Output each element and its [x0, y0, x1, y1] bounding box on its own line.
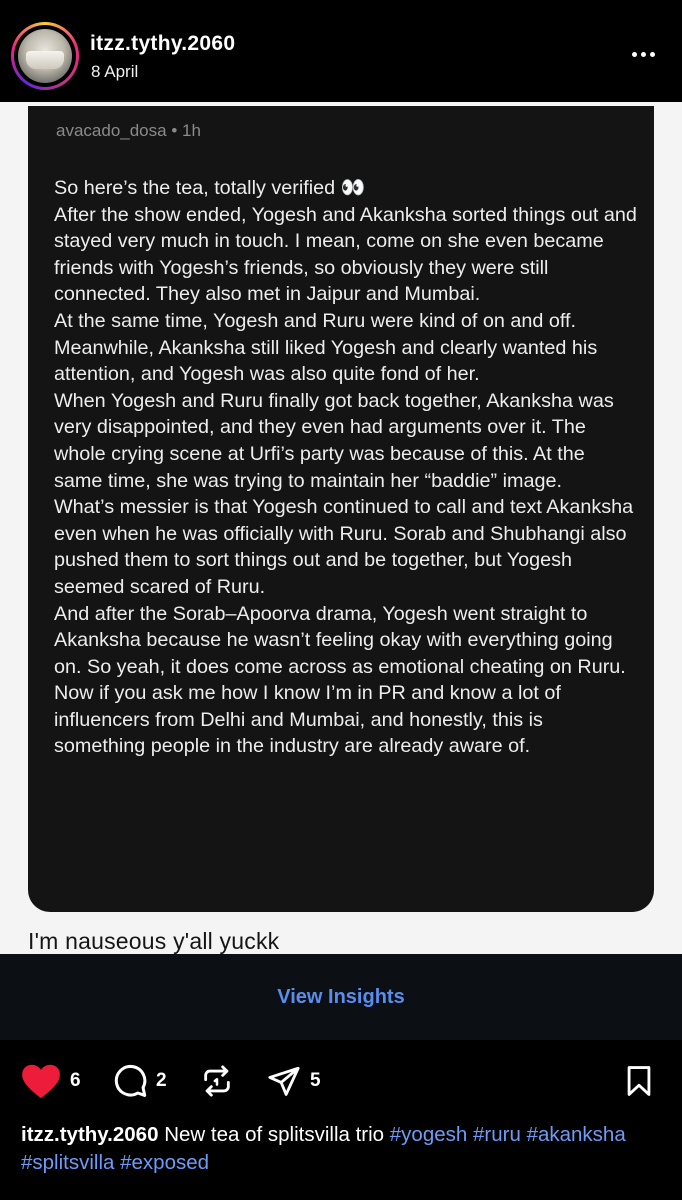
action-bar: [0, 1040, 682, 1120]
story-ring[interactable]: [11, 22, 79, 90]
share-count: 5: [310, 1070, 321, 1091]
screenshot-comment-card: [28, 106, 654, 912]
comment-icon: [112, 1063, 148, 1099]
repost-icon: [200, 1064, 234, 1098]
like-button[interactable]: [20, 1064, 81, 1098]
heart-icon: [20, 1063, 62, 1099]
username[interactable]: itzz.tythy.2060: [90, 32, 236, 55]
bookmark-icon: [622, 1064, 656, 1098]
post-header: [0, 0, 682, 102]
hashtag-akanksha[interactable]: #akanksha: [526, 1123, 626, 1146]
hashtag-exposed[interactable]: #exposed: [120, 1151, 210, 1174]
post-date: 8 April: [91, 62, 139, 81]
comment-meta: avacado_dosa • 1h: [56, 121, 201, 140]
hashtag-yogesh[interactable]: #yogesh: [389, 1123, 468, 1146]
caption-username[interactable]: itzz.tythy.2060: [21, 1123, 159, 1146]
insights-bar: [0, 954, 682, 1040]
hashtag-ruru[interactable]: #ruru: [473, 1123, 521, 1146]
avatar[interactable]: [18, 29, 72, 83]
post-caption: [21, 1121, 661, 1177]
comment-count: 2: [156, 1070, 167, 1091]
save-button[interactable]: [622, 1064, 656, 1098]
like-count: 6: [70, 1070, 81, 1091]
comment-button[interactable]: [112, 1064, 167, 1098]
share-button[interactable]: [266, 1064, 321, 1098]
send-icon: [266, 1064, 302, 1098]
repost-button[interactable]: [200, 1064, 234, 1098]
comment-body: So here’s the tea, totally verified 👀 After the show ended, Yogesh and Akanksha sorted things out and stayed very much in touch. I mean, come on she even became friends with Yogesh’s friends, so obviously they were still connected. They also met in Jaipur and Mumbai. At the same time, Yogesh and Ruru were kind of on and off. Meanwhile, Akanksha still liked Yogesh and clearly wanted his attention, and Yogesh was also quite fond of her. When Yogesh and Ruru finally got back together, Akanksha was very disappointed, and they even had arguments over it. The whole crying scene at Urfi’s party was because of this. At the same time, she was trying to maintain her “baddie” image. What’s messier is that Yogesh continued to call and text Akanksha even when he was officially with Ruru. Sorab and Shubhangi also pushed them to sort things out and be together, but Yogesh seemed scared of Ruru. And after the Sorab–Apoorva drama, Yogesh went straight to Akanksha because he wasn’t feeling okay with everything going on. So yeah, it does come across as emotional cheating on Ruru. Now if you ask me how I know I’m in PR and know a lot of influencers from Delhi and Mumbai, and honestly, this is something people in the industry are already aware of.: [54, 177, 637, 758]
image-caption-text: I'm nauseous y'all yuckk: [28, 928, 280, 954]
view-insights-link[interactable]: View Insights: [277, 985, 405, 1008]
caption-text: New tea of splitsvilla trio: [164, 1123, 385, 1146]
post-image[interactable]: [0, 102, 682, 954]
more-options-icon[interactable]: [626, 42, 660, 66]
hashtag-splitsvilla[interactable]: #splitsvilla: [21, 1151, 115, 1174]
